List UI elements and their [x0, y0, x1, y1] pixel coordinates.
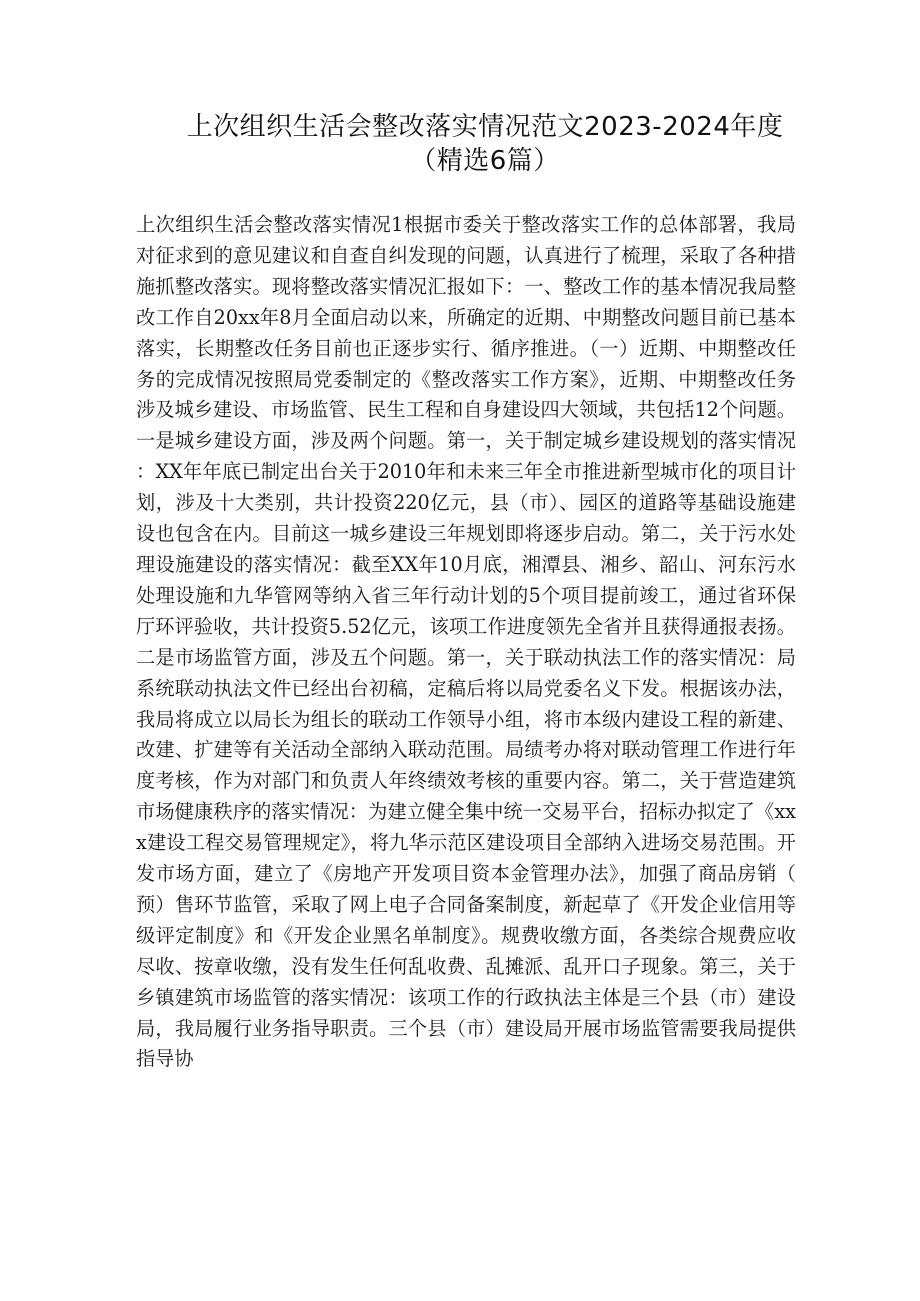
- document-title: 上次组织生活会整改落实情况范文2023-2024年度（精选6篇）: [186, 112, 784, 176]
- document-body-paragraph: 上次组织生活会整改落实情况1根据市委关于整改落实工作的总体部署，我局对征求到的意见建议和自查自纠发现的问题，认真进行了梳理，采取了各种措施抓整改落实。现将整改落实情况汇报如下：一、整改工作的基本情况我局整改工作自20xx年8月全面启动以来，所确定的近期、中期整改问题目前已基本落实，长期整改任务目前也正逐步实行、循序推进。（一）近期、中期整改任务的完成情况按照局党委制定的《整改落实工作方案》，近期、中期整改任务涉及城乡建设、市场监管、民生工程和自身建设四大领域，共包括12个问题。一是城乡建设方面，涉及两个问题。第一，关于制定城乡建设规划的落实情况：XX年年底已制定出台关于2010年和未来三年全市推进新型城市化的项目计划，涉及十大类别，共计投资220亿元，县（市）、园区的道路等基础设施建设也包含在内。目前这一城乡建设三年规划即将逐步启动。第二，关于污水处理设施建设的落实情况：截至XX年10月底，湘潭县、湘乡、韶山、河东污水处理设施和九华管网等纳入省三年行动计划的5个项目提前竣工，通过省环保厅环评验收，共计投资5.52亿元，该项工作进度领先全省并且获得通报表扬。二是市场监管方面，涉及五个问题。第一，关于联动执法工作的落实情况：局系统联动执法文件已经出台初稿，定稿后将以局党委名义下发。根据该办法，我局将成立以局长为组长的联动工作领导小组，将市本级内建设工程的新建、改建、扩建等有关活动全部纳入联动范围。局绩考办将对联动管理工作进行年度考核，作为对部门和负责人年终绩效考核的重要内容。第二，关于营造建筑市场健康秩序的落实情况：为建立健全集中统一交易平台，招标办拟定了《xxx建设工程交易管理规定》，将九华示范区建设项目全部纳入进场交易范围。开发市场方面，建立了《房地产开发项目资本金管理办法》，加强了商品房销（预）售环节监管，采取了网上电子合同备案制度，新起草了《开发企业信用等级评定制度》和《开发企业黑名单制度》。规费收缴方面，各类综合规费应收尽收、按章收缴，没有发生任何乱收费、乱摊派、乱开口子现象。第三，关于乡镇建筑市场监管的落实情况：该项工作的行政执法主体是三个县（市）建设局，我局履行业务指导职责。三个县（市）建设局开展市场监管需要我局提供指导协: [136, 213, 796, 1071]
